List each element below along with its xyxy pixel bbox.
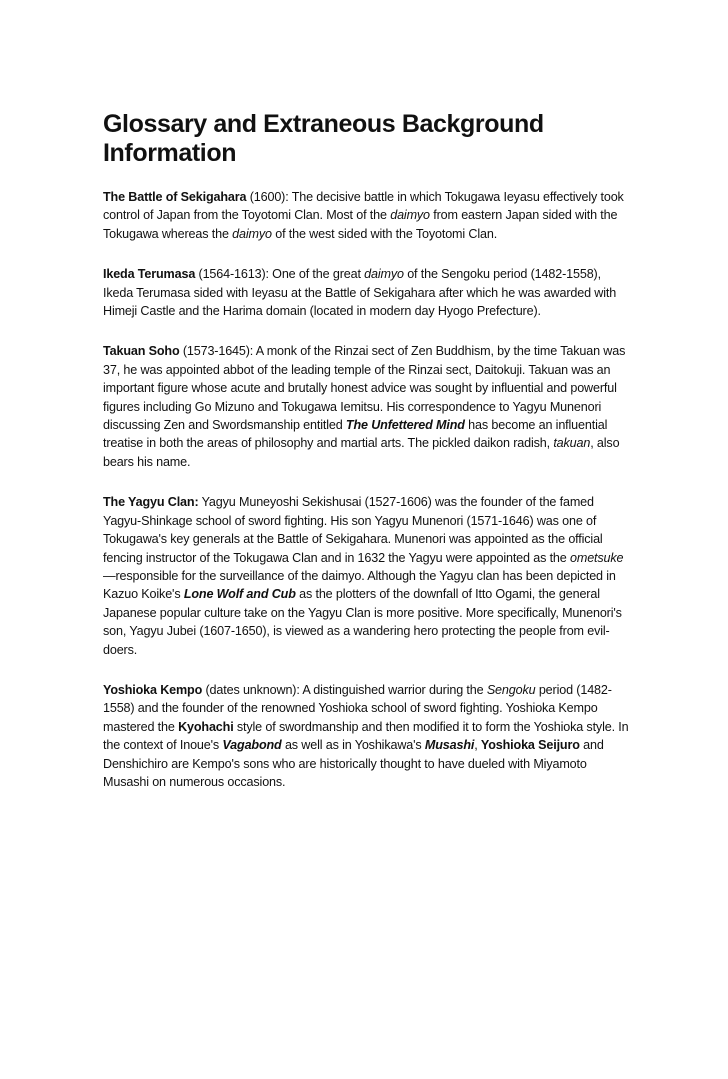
entry-text: has become an influential treatise in both the areas of philosophy and martial arts. The pickled daikon radish,: [103, 418, 608, 451]
entry-text: of the west sided with the Toyotomi Clan.: [271, 226, 498, 241]
entry-yagyu: [103, 493, 633, 659]
entry-italic-word: ometsuke: [570, 550, 624, 565]
entry-text: —responsible for the surveillance of the daimyo. Although the Yagyu clan has been depicted in Kazuo Koike's: [103, 568, 616, 602]
entry-text: as the plotters of the downfall of Itto Ogami, the general Japanese popular culture take on the Yagyu Clan is more positive. More specifically, Munenori's son, Yagyu Jubei (1607-1650), is viewed as a wandering hero protecting the people from evil-doers.: [103, 587, 622, 657]
entry-text: Yagyu Muneyoshi Sekishusai (1527-1606) was the founder of the famed Yagyu-Shinkage school of sword fighting. His son Yagyu Munenori (1571-1646) was one of Tokugawa's key generals at the Battle of Sekigahara. Munenori was appointed as the official fencing instructor of the Tokugawa Clan and in 1632 the Yagyu were appointed as the: [103, 495, 603, 565]
entry-book-title: The Unfettered Mind: [345, 418, 465, 433]
entry-term: Yoshioka Kempo: [103, 682, 203, 697]
page-title-line-1: Glossary and Extraneous Background: [103, 110, 544, 138]
entry-book-title: Lone Wolf and Cub: [183, 587, 296, 602]
entry-takuan: [103, 342, 633, 471]
page-title-line-2: Information: [103, 139, 237, 167]
entry-italic-word: takuan: [553, 436, 591, 451]
entry-text: (dates unknown): A distinguished warrior during the: [202, 682, 487, 697]
entry-book-title: Vagabond: [222, 738, 282, 753]
entry-yoshioka: [103, 681, 633, 791]
entry-sekigahara: [103, 188, 633, 243]
entry-text: ,: [474, 738, 481, 753]
page-title: [103, 110, 633, 168]
entry-text: (1600): The decisive battle in which Tokugawa Ieyasu effectively took control of Japan from the Toyotomi Clan. Most of the: [103, 190, 624, 223]
entry-text: , also bears his name.: [103, 436, 620, 469]
entry-text: as well as in Yoshikawa's: [281, 738, 425, 753]
entry-text: of the Sengoku period (1482-1558), Ikeda Terumasa sided with Ieyasu at the Battle of Sekigahara after which he was awarded with Himeji Castle and the Harima domain (located in modern day Hyogo Prefecture).: [103, 267, 617, 319]
entry-text: from eastern Japan sided with the Tokugawa whereas the: [103, 208, 618, 241]
entry-term: Takuan Soho: [103, 344, 180, 359]
entry-italic-word: daimyo: [232, 226, 272, 241]
entry-term: The Battle of Sekigahara: [103, 190, 247, 204]
entry-text: style of swordmanship and then modified it to form the Yoshioka style. In the context of Inoue's: [103, 719, 629, 753]
glossary-page: [103, 110, 633, 813]
entry-text: period (1482-1558) and the founder of the renowned Yoshioka school of sword fighting. Yoshioka Kempo mastered the: [103, 682, 612, 734]
entry-book-title: Musashi: [424, 738, 475, 753]
entry-italic-word: Sengoku: [486, 682, 536, 697]
entry-term: The Yagyu Clan:: [103, 495, 199, 510]
entry-text: and Denshichiro are Kempo's sons who are historically thought to have dueled with Miyamoto Musashi on numerous occasions.: [103, 738, 604, 789]
entry-text: (1564-1613): One of the great: [195, 267, 365, 282]
entry-bold-word: Yoshioka Seijuro: [480, 738, 580, 753]
entry-ikeda: [103, 265, 633, 320]
entry-italic-word: daimyo: [364, 267, 404, 282]
entry-italic-word: daimyo: [390, 208, 430, 223]
entry-text: (1573-1645): A monk of the Rinzai sect of Zen Buddhism, by the time Takuan was 37, he was appointed abbot of the leading temple of the Rinzai sect, Daitokuji. Takuan was an important figure whose acute and brutally honest advice was sought by influential and powerful figures including Go Mizuno and Tokugawa Iemitsu. His correspondence to Yagyu Munenori discussing Zen and Swordsmanship entitled: [103, 344, 626, 433]
entry-bold-word: Kyohachi: [178, 719, 234, 734]
entry-term: Ikeda Terumasa: [103, 267, 196, 282]
